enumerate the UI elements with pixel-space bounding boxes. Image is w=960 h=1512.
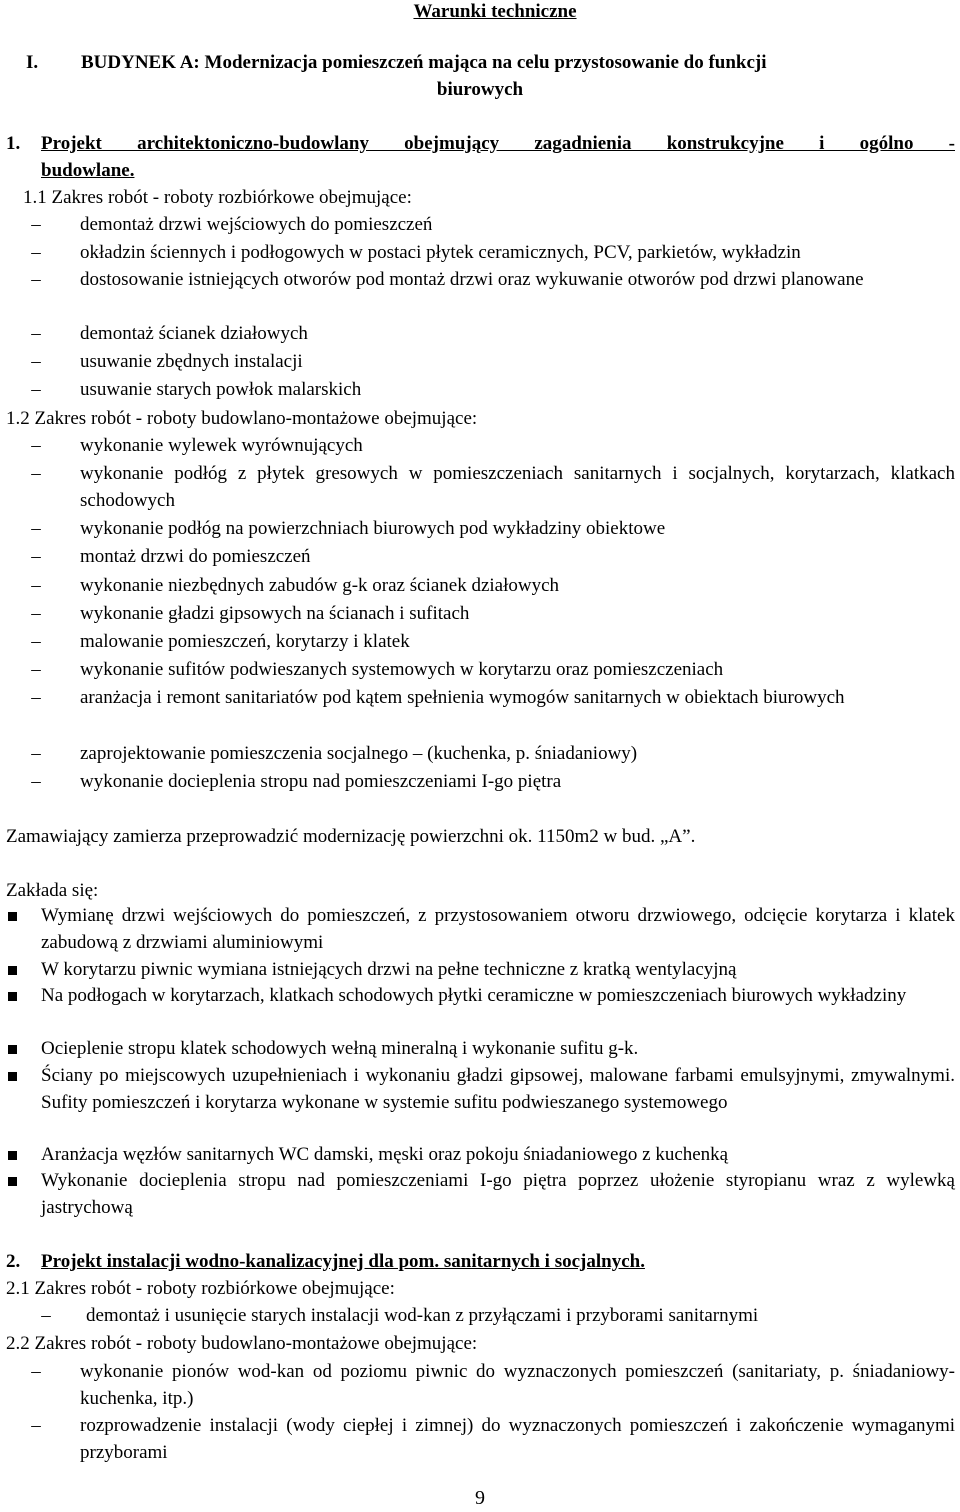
- sub-1-2-label: 1.2 Zakres robót - roboty budowlano-montażowe obejmujące:: [6, 408, 478, 429]
- dash-bullet: –: [31, 435, 41, 456]
- dash-bullet: –: [31, 771, 41, 792]
- section-i-heading-line2: biurowych: [436, 79, 524, 100]
- part2-number: 2.: [6, 1251, 21, 1272]
- dash-bullet: –: [31, 351, 41, 372]
- dash-bullet: –: [31, 518, 41, 539]
- dash-bullet: –: [31, 687, 41, 708]
- sub-2-1-label: 2.1 Zakres robót - roboty rozbiórkowe obejmujące:: [6, 1278, 395, 1299]
- sub-1-1-label: 1.1 Zakres robót - roboty rozbiórkowe obejmujące:: [23, 187, 412, 208]
- dash-bullet: –: [31, 743, 41, 764]
- square-bullet-icon: [8, 1177, 17, 1186]
- square-bullet-icon: [8, 1045, 17, 1054]
- sub-2-2-label: 2.2 Zakres robót - roboty budowlano-montażowe obejmujące:: [6, 1333, 478, 1354]
- document-title: Warunki techniczne: [413, 1, 577, 22]
- dash-bullet: –: [31, 463, 41, 484]
- dash-bullet: –: [31, 214, 41, 235]
- dash-bullet: –: [31, 269, 41, 290]
- square-bullet-icon: [8, 1072, 17, 1081]
- dash-bullet: –: [31, 631, 41, 652]
- dash-bullet: –: [31, 242, 41, 263]
- dash-bullet: –: [41, 1305, 51, 1326]
- dash-bullet: –: [31, 659, 41, 680]
- part1-number: 1.: [6, 133, 21, 154]
- section-i-heading-line1: BUDYNEK A: Modernizacja pomieszczeń mająca na celu przystosowanie do funkcji: [81, 52, 767, 73]
- dash-bullet: –: [31, 575, 41, 596]
- dash-bullet: –: [31, 323, 41, 344]
- dash-bullet: –: [31, 546, 41, 567]
- dash-bullet: –: [31, 1415, 41, 1436]
- square-bullet-icon: [8, 1151, 17, 1160]
- part1-heading-line2: budowlane.: [41, 160, 135, 181]
- page-number: 9: [475, 1487, 485, 1509]
- square-bullet-icon: [8, 966, 17, 975]
- assumes-label: Zakłada się:: [6, 880, 99, 901]
- dash-bullet: –: [31, 379, 41, 400]
- modernization-statement: Zamawiający zamierza przeprowadzić modernizację powierzchni ok. 1150m2 w bud. „A”.: [6, 826, 696, 847]
- dash-bullet: –: [31, 603, 41, 624]
- dash-bullet: –: [31, 1361, 41, 1382]
- square-bullet-icon: [8, 992, 17, 1001]
- document-page: Warunki techniczne I. BUDYNEK A: Modernizacja pomieszczeń mająca na celu przystosowanie do funkcji biurowych 1. Projekt architektoniczno-budowlany obejmujący zagadnienia konstrukcyjne i ogólno - budowlane. 1.1 Zakres robót - roboty rozbiórkowe obejmujące: – demontaż drzwi wejściowych do pomieszczeń – okładzin ściennych i podłogowych w postaci płytek ceramicznych, PCV, parkietów, wykładzin – dostosowanie istniejących otworów pod montaż drzwi oraz wykuwanie otworów pod drzwi planowane – demontaż ścianek działowych – usuwanie zbędnych instalacji – usuwanie starych powłok malarskich 1.2 Zakres robót - roboty budowlano-montażowe obejmujące: – wykonanie wylewek wyrównujących – wykonanie podłóg z płytek gresowych w pomieszczeniach sanitarnych i socjalnych, korytarzach, klatkach schodowych – wykonanie podłóg na powierzchniach biurowych pod wykładziny obiektowe – montaż drzwi do pomieszczeń – wykonanie niezbędnych zabudów g-k oraz ścianek działowych – wykonanie gładzi gipsowych na ścianach i sufitach – malowanie pomieszczeń, korytarzy i klatek – wykonanie sufitów podwieszanych systemowych w korytarzu oraz pomieszczeniach – aranżacja i remont sanitariatów pod kątem spełnienia wymogów sanitarnych w obiektach biurowych – zaprojektowanie pomieszczenia socjalnego – (kuchenka, p. śniadaniowy) – wykonanie docieplenia stropu nad pomieszczeniami I-go piętra Zamawiający zamierza przeprowadzić modernizację powierzchni ok. 1150m2 w bud. „A”. Zakłada się: Wymianę drzwi wejściowych do pomieszczeń, z przystosowaniem otworu drzwiowego, odcięcie korytarza i klatek zabudową z drzwiami aluminiowymi W korytarzu piwnic wymiana istniejących drzwi na pełne techniczne z kratką wentylacyjną Na podłogach w korytarzach, klatkach schodowych płytki ceramiczne w pomieszczeniach biurowych wykładziny Ocieplenie stropu klatek schodowych wełną mineralną i wykonanie sufitu g-k. Ściany po miejscowych uzupełnieniach i wykonaniu gładzi gipsowej, malowane farbami emulsyjnymi, zmywalnymi. Sufity pomieszczeń i korytarza wykonane w systemie sufitu podwieszanego systemowego Aranżacja węzłów sanitarnych WC damski, męski oraz pokoju śniadaniowego z kuchenką Wykonanie docieplenia stropu nad pomieszczeniami I-go piętra poprzez ułożenie styropianu wraz z wylewką jastrychową 2. Projekt instalacji wodno-kanalizacyjnej dla pom. sanitarnych i socjalnych. 2.1 Zakres robót - roboty rozbiórkowe obejmujące: – demontaż i usunięcie starych instalacji wod-kan z przyłączami i przyborami sanitarnymi 2.2 Zakres robót - roboty budowlano-montażowe obejmujące: – wykonanie pionów wod-kan od poziomu piwnic do wyznaczonych pomieszczeń (sanitariaty, p. śniadaniowy-kuchenka, itp.) – rozprowadzenie instalacji (wody ciepłej i zimnej) do wyznaczonych pomieszczeń i zakończenie wymaganymi przyborami 9: [0, 0, 960, 1509]
- section-i-number: I.: [26, 52, 39, 73]
- square-bullet-icon: [8, 912, 17, 921]
- part1-heading-line1: Projekt architektoniczno-budowlany obejmujący zagadnienia konstrukcyjne i ogólno -: [41, 133, 955, 154]
- part2-heading: Projekt instalacji wodno-kanalizacyjnej dla pom. sanitarnych i socjalnych.: [41, 1251, 645, 1272]
